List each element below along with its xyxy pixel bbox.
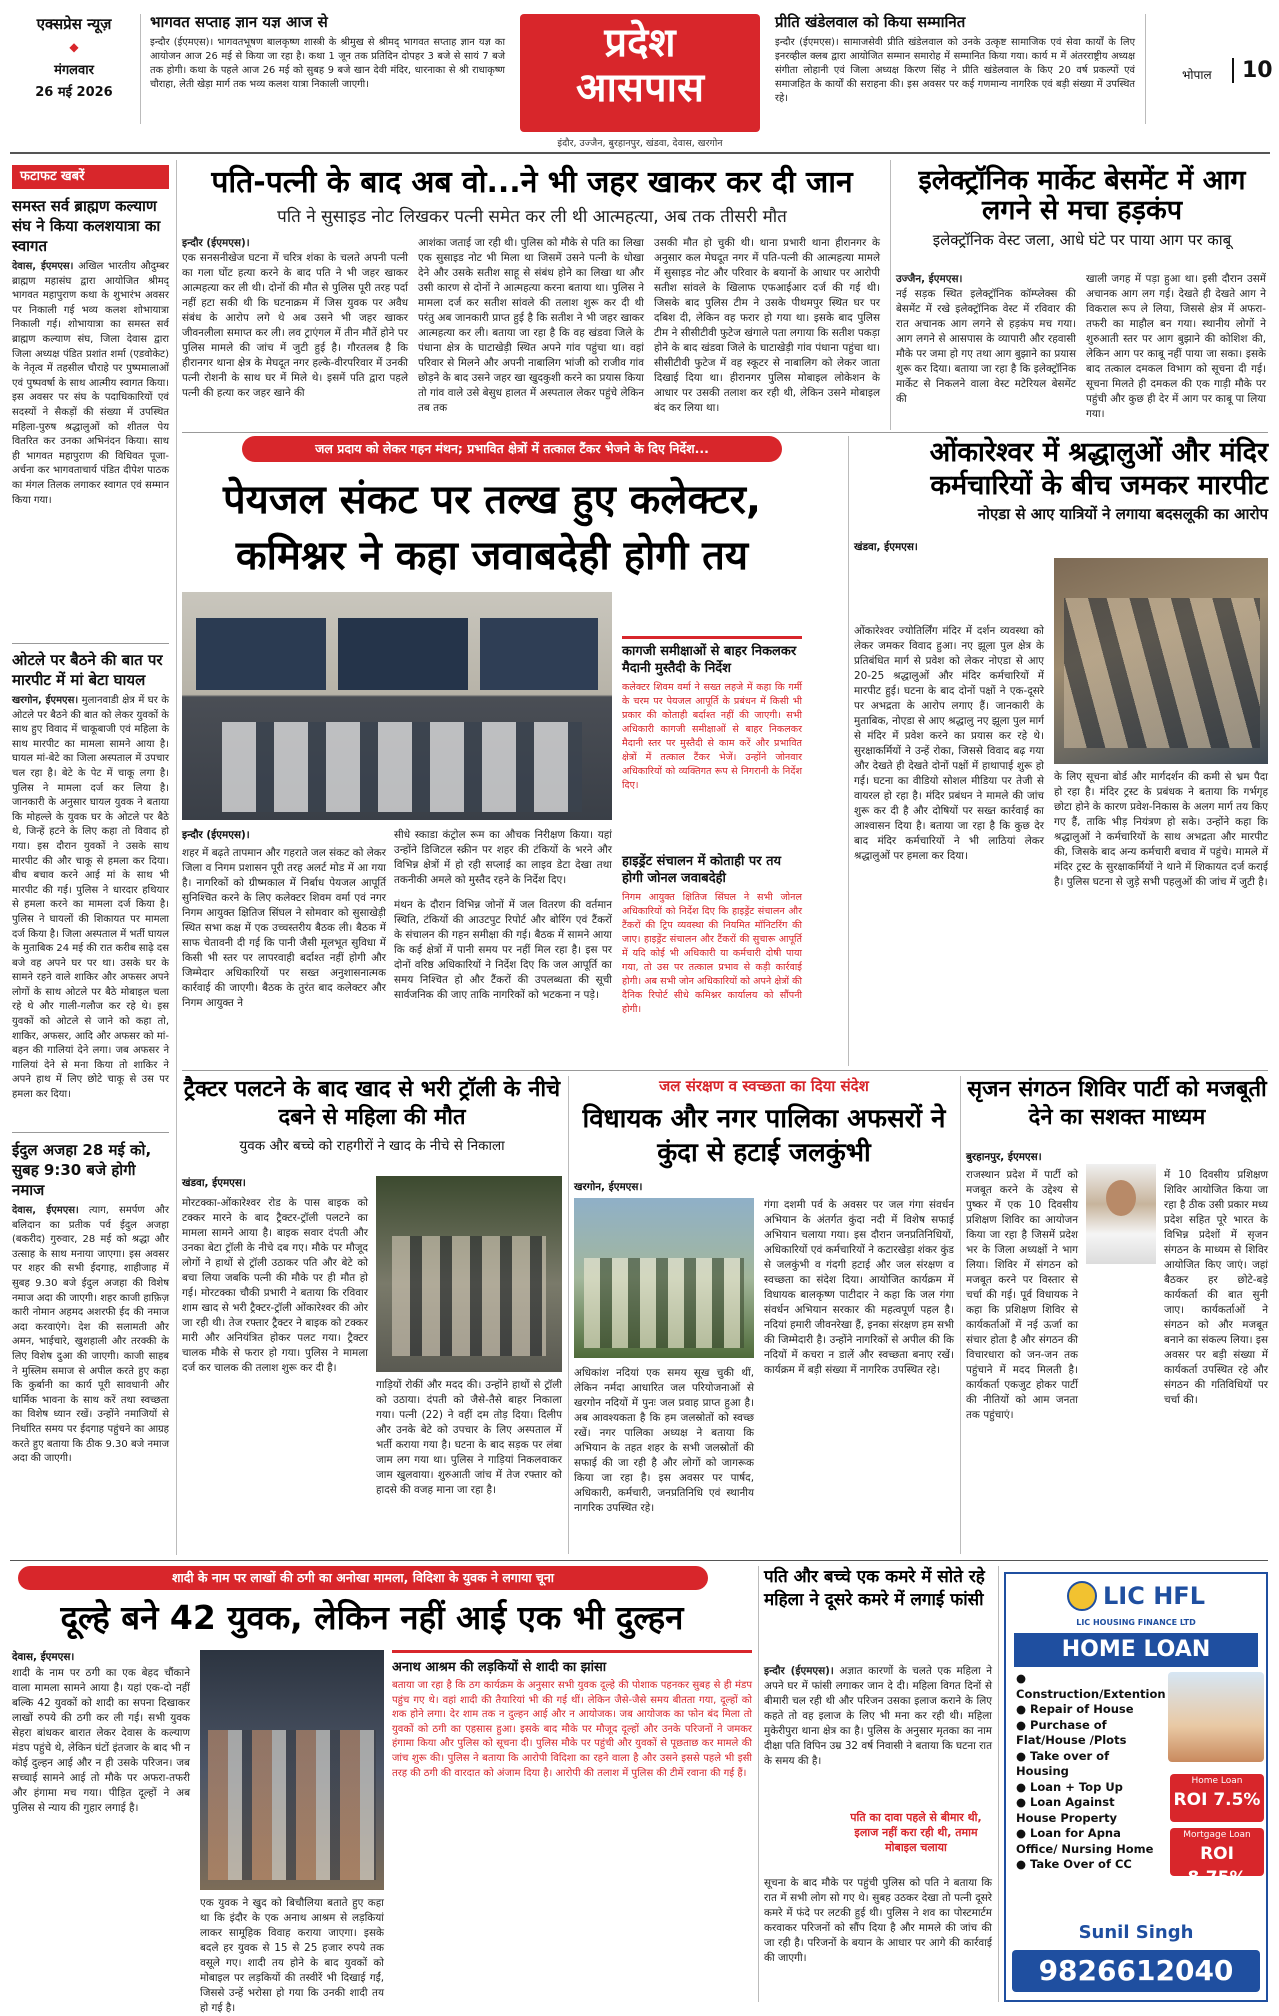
story-col-1: शादी के नाम पर ठगी का एक बेहद चौंकाने वाला मामला सामने आया है। यहां एक-दो नहीं बल्कि 42 युवकों को शादी का सपना दिखाकर लाखों रुपये की ठगी कर ली गई। सभी युवक सेहरा बांधकर बारात लेकर देवास के कल्याण मंडप पहुंचे थे, लेकिन घंटों इंतजार के बाद भी न कोई दुल्हन आई और न ही उसके परिजन। जब सच्चाई सामने आई तो मौके पर अफरा-तफरी और हंगामा मच गया। पीड़ित दूल्हों ने अब पुलिस से न्याय की गुहार लगाई है। <box>12 1667 190 1814</box>
dateline: उज्जैन, ईएमएस। <box>896 273 963 285</box>
ad-feature-text: Construction/Extention <box>1016 1686 1166 1701</box>
page-number: 10 <box>1232 58 1273 83</box>
story-col-2: में 10 दिवसीय प्रशिक्षण शिविर आयोजित किया जा रहा है ठीक उसी प्रकार मध्य प्रदेश सहित पूरे भारत के विभिन्न प्रदेशों में सृजन संगठन के माध्यम से शिविर आयोजित किए जाएं। जहां बैठकर हर छोटे-बड़े कार्यकर्ता की बात सुनी जाए। कार्यकर्ताओं ने संगठन को और मजबूत बनाने का संकल्प लिया। इस अवसर पर बड़ी संख्या में कार्यकर्ता उपस्थित रहे और संगठन की गतिविधियों पर चर्चा की। <box>1164 1169 1268 1406</box>
dateline: इन्दौर (ईएमएस)। <box>764 1665 834 1677</box>
ad-feature <box>1016 1671 1166 1702</box>
lic-logo-icon <box>1067 1581 1097 1611</box>
badge-label: Mortgage Loan <box>1183 1830 1251 1840</box>
ad-logo-row <box>1006 1574 1266 1618</box>
story-headline: सृजन संगठन शिविर पार्टी को मजबूती देने का सशक्त माध्यम <box>967 1077 1267 1130</box>
people-shape <box>584 1258 744 1348</box>
story-col-2: खाली जगह में पड़ा हुआ था। इसी दौरान उसमें अचानक आग लग गई। देखते ही देखते आग ने विकराल रूप ले लिया, जिससे क्षेत्र में अफरा-तफरी का माहौल बन गया। स्थानीय लोगों ने शुरुआती स्तर पर आग बुझाने की कोशिश की, लेकिन आग पर काबू नहीं पाया जा सका। इसके बाद तत्काल दमकल विभाग को सूचना दी गई। सूचना मिलते ही दमकल की एक गाड़ी मौके पर पहुंची और कुछ ही देर में आग पर काबू पा लिया गया। <box>1086 273 1266 420</box>
story-headline: ट्रैक्टर पलटने के बाद खाद से भरी ट्रॉली के नीचे दबने से महिला की मौत <box>183 1077 561 1130</box>
sidebar-label <box>12 165 169 189</box>
story-col-2: मंथन के दौरान विभिन्न जोनों में जल वितरण की वर्तमान स्थिति, टंकियों की आउटपुट रिपोर्ट और बोरिंग एवं टैंकरों के संचालन की गहन समीक्षा की गई। बैठक में सामने आया कि कई क्षेत्रों में पानी समय पर नहीं मिल रहा है। इस पर दोनों वरिष्ठ अधिकारियों ने निर्देश दिए कि जल आपूर्ति का समय निश्चित हो और टैंकरों की उपलब्धता की सूची सार्वजनिक की जाए ताकि नागरिकों को भटकना न पड़े। <box>394 899 612 1001</box>
bullet-icon: ● <box>1016 1717 1031 1732</box>
story-headline: ईदुल अजहा 28 मई को, सुबह 9:30 बजे होगी नमाज <box>12 1141 152 1199</box>
kicker-text: जल प्रदाय को लेकर गहन मंथन; प्रभावित क्षेत्रों में तत्काल टैंकर भेजने के दिए निर्देश... <box>315 441 709 456</box>
article-srijan <box>966 1076 1268 1556</box>
story-col-top: सीधे स्काडा कंट्रोल रूम का औचक निरीक्षण किया। यहां उन्होंने डिजिटल स्क्रीन पर शहर की टंकियों के भरने और विभिन्न क्षेत्रों में हो रही सप्लाई का लाइव डेटा देखा तथा तकनीकी अमले को मुस्तैद रहने के निर्देश दिए। <box>394 829 612 886</box>
story-text: अज्ञात कारणों के चलते एक महिला ने अपने घर में फांसी लगाकर जान दे दी। महिला विगत दिनों से बीमारी चल रही थी और परिजन उसका इलाज कराने के लिए कहते तो वह इलाज के लिए भी मना कर रही थी। महिला मुकेरीपुरा थाना क्षेत्र का है। पुलिस के अनुसार मृतका का नाम दीक्षा पति विपिन उम्र 32 वर्ष निवासी ने बताया कि घटना रात के समय की है। <box>764 1665 992 1767</box>
story-text: एक सनसनीखेज घटना में चरित्र शंका के चलते अपनी पत्नी का गला घोंट हत्या करने के बाद पति ने भी जहर खाकर आत्महत्या कर ली थी। दोनों की मौत से पुलिस पूरी तरह पर्दा नहीं हटा सकी थी कि घटनाक्रम में जिस युवक पर अवैध संबंध के आरोप लगे थे अब उसने भी जहर खाकर जीवनलीला समाप्त कर ली। लव ट्राएंगल में तीन मौतें होने पर पुलिस मामले की जांच में जुटी हुई है। गौरतलब है कि हीरानगर थाना क्षेत्र के मेघदूत नगर हल्के-वीरपरिवार में उनकी पत्नी रोशनी के साथ घर में मिले थे। इसमें पति द्वारा पहले पत्नी की हत्या कर जहर खाने की <box>182 252 408 399</box>
dateline: खरगोन, ईएमएस। <box>12 695 79 706</box>
ad-feature <box>1016 1857 1156 1873</box>
ad-feature <box>1016 1718 1156 1749</box>
story-headline: प्रीति खंडेलवाल को किया सम्मानित <box>775 13 966 31</box>
story-col-2: आशंका जताई जा रही थी। पुलिस को मौके से पति का लिखा एक सुसाइड नोट भी मिला था जिसमें उसने पत्नी के धोखा देने और उसके सतीश साहू से संबंध होने का लिखा था और उसी कारण से दोनों ने आत्महत्या करना बताया था। पुलिस ने मामला दर्ज कर सतीश सांवले की तलाश शुरू कर दी थी परंतु अब जानकारी प्राप्त हुई है कि सतीश ने भी जहर खाकर आत्महत्या कर ली। बताया जा रहा है कि वह खंडवा जिले के पंधाना क्षेत्र के घाटाखेड़ी स्थित अपने गांव पहुंचा था। वहां परिवार से मिलने और अपनी नाबालिग भांजी को राजीव गांव छोड़ने के बाद उसने जहर खा खुदकुशी करने का प्रयास किया तो गांव वाले उसे बेसुध हालत में अस्पताल लेकर पहुंचे लेकिन तब तक <box>418 237 644 414</box>
ad-feature-text: Take Over of CC <box>1030 1857 1132 1871</box>
story-col-1: ओंकारेश्वर ज्योतिर्लिंग मंदिर में दर्शन व्यवस्था को लेकर जमकर विवाद हुआ। नए झूला पुल क्षेत्र के प्रतिबंधित मार्ग से प्रवेश को लेकर नोएडा से आए 20-25 श्रद्धालुओं और मंदिर कर्मचारियों में मारपीट हुई। घटना के बाद दोनों पक्षों ने एक-दूसरे पर अभद्रता के आरोप लगाए हैं। जानकारी के मुताबिक, नोएडा से आए श्रद्धालु नए झूला पुल मार्ग से मंदिर में प्रवेश करने का प्रयास कर रहे थे। सुरक्षाकर्मियों ने उन्हें रोका, जिससे विवाद बढ़ गया और देखते ही देखते दोनों पक्षों में हाथापाई शुरू हो गई। घटना का वीडियो सोशल मीडिया पर तेजी से वायरल हो रहा है। मंदिर प्रबंधन ने मामले की जांच शुरू कर दी है और दोषियों पर सख्त कार्रवाई का आश्वासन दिया है। बताया जा रहा है कि कुछ देर बाद मंदिर कर्मचारियों ने भी लाठियां लेकर श्रद्धालुओं पर हमला कर दिया। <box>854 625 1044 862</box>
story-col-1: गंगा दशमी पर्व के अवसर पर जल गंगा संवर्धन अभियान के अंतर्गत कुंदा नदी में विशेष सफाई अभियान चलाया गया। इस दौरान जनप्रतिनिधियों, अधिकारियों एवं कर्मचारियों ने कटारखेड़ा शंकर कुंड से जलकुंभी व गंदगी हटाई और जल संरक्षण व स्वच्छता का संदेश दिया। आयोजित कार्यक्रम में विधायक बालकृष्ण पाटीदार ने कहा कि जल गंगा संवर्धन अभियान सरकार की महत्वपूर्ण पहल है। नदियां हमारी जीवनरेखा हैं, इनका संरक्षण हम सभी की जिम्मेदारी है। उन्होंने नागरिकों से अपील की कि नदियों में कचरा न डालें और स्वच्छता बनाए रखें। कार्यक्रम में बड़ी संख्या में नागरिक उपस्थित रहे। <box>764 1199 954 1376</box>
paper-logo-block <box>14 14 134 124</box>
bullet-icon: ● <box>1016 1702 1031 1716</box>
brand-cities: इंदौर, उज्जैन, बुरहानपुर, खंडवा, देवास, खरगोन <box>557 138 723 149</box>
dateline: खरगोन, ईएमएस। <box>574 1181 643 1193</box>
issue-date: 26 मई 2026 <box>35 85 113 100</box>
box-title: कागजी समीक्षाओं से बाहर निकलकर मैदानी मुस्तैदी के निर्देश <box>622 636 802 677</box>
screen-shape <box>196 618 326 690</box>
ad-feature <box>1016 1780 1156 1796</box>
brand-word-1: प्रदेश <box>604 20 676 66</box>
diamond-ornament: ◆ <box>69 40 79 54</box>
fact-box <box>622 636 802 1066</box>
article-hyacinth <box>574 1076 954 1556</box>
story-col-2: गाड़ियों रोकीं और मदद की। उन्होंने हाथों से ट्रॉली को उठाया। दंपती को जैसे-तैसे बाहर निकाला गया। पत्नी (22) ने वहीं दम तोड़ दिया। दिलीप और उनके बेटे को उपचार के लिए अस्पताल में भर्ती कराया गया है। घटना के बाद सड़क पर लंबा जाम लग गया था। पुलिस ने गाड़ियां निकलवाकर जाम खुलवाया। शुरुआती जांच में तेज रफ्तार को हादसे की वजह माना जा रहा है। <box>376 1379 562 1496</box>
ad-agent-name: Sunil Singh <box>1078 1922 1194 1943</box>
paper-name: एक्सप्रेस न्यूज़ <box>36 15 112 33</box>
story-kicker: जल संरक्षण व स्वच्छता का दिया संदेश <box>659 1077 869 1095</box>
story-kicker <box>18 1566 708 1590</box>
article-fire <box>896 160 1268 430</box>
ad-feature-text: Loan Against House Property <box>1016 1795 1118 1825</box>
story-headline: समस्त सर्व ब्राह्मण कल्याण संघ ने किया कलशयात्रा का स्वागत <box>12 197 161 255</box>
portrait-photo <box>1086 1164 1156 1264</box>
river-cleaning-photo <box>574 1198 754 1358</box>
story-headline: दूल्हे बने 42 युवक, लेकिन नहीं आई एक भी दुल्हन <box>60 1598 684 1637</box>
people-shape <box>222 722 582 812</box>
screen-shape <box>480 618 598 690</box>
story-col-1 <box>182 236 408 406</box>
issue-day: मंगलवार <box>54 63 94 78</box>
bullet-icon: ● <box>1016 1671 1027 1685</box>
ad-title: HOME LOAN <box>1014 1633 1258 1667</box>
ad-brand: LIC HFL <box>1103 1582 1205 1610</box>
dateline: इन्दौर (ईएमएस)। <box>182 237 250 249</box>
people-shape <box>1064 598 1260 748</box>
article-tractor <box>182 1076 562 1556</box>
dateline: खंडवा, ईएमएस। <box>182 1177 246 1189</box>
ad-feature <box>1016 1749 1156 1780</box>
masthead <box>0 0 1279 152</box>
section-brand <box>520 14 760 132</box>
ad-rate-badge <box>1170 1774 1264 1822</box>
bullet-icon: ● <box>1016 1795 1031 1809</box>
people-shape <box>392 1236 546 1356</box>
ad-rate-badge <box>1170 1828 1264 1888</box>
story-body: इन्दौर (ईएमएस)। सामाजसेवी प्रीति खंडेलवाल को उनके उत्कृष्ट सामाजिक एवं सेवा कार्यों के लिए इनरव्हील क्लब द्वारा आयोजित सम्मान समारोह में सम्मानित किया गया। कार्य म में अंतरराष्ट्रीय अध्यक्ष संगीता लोहानी एवं जिला अध्यक्ष किरण सिंह ने प्रीति खंडेलवाल के किए 20 वर्ष प्रकल्पों एवं समाजहित के कार्यों की सराहना की। इस अवसर पर कई गणमान्य नागरिक एवं बड़ी संख्या में उपस्थित रहे। <box>775 37 1135 104</box>
story-col-1: शहर में बढ़ते तापमान और गहराते जल संकट को लेकर जिला व निगम प्रशासन पूरी तरह अलर्ट मोड में आ गया है। नागरिकों को ग्रीष्मकाल में निर्बाध पेयजल आपूर्ति सुनिश्चित करने के लिए कलेक्टर शिवम वर्मा एवं नगर निगम आयुक्त क्षितिज सिंघल ने सोमवार को सुसाखेड़ी स्थित सभा कक्ष में एक उच्चस्तरीय बैठक ली। बैठक में साफ चेतावनी दी गई कि पानी जैसी मूलभूत सुविधा में किसी भी स्तर पर लापरवाही बर्दाश्त नहीं होगी और जिम्मेदार अधिकारियों पर सख्त अनुशासनात्मक कार्रवाई की जाएगी। बैठक के तुरंत बाद कलेक्टर और निगम आयुक्त ने <box>182 847 386 1009</box>
story-col-3: उसकी मौत हो चुकी थी। थाना प्रभारी थाना हीरानगर के अनुसार कल मेघदूत नगर में पति-पत्नी की आत्महत्या मामले में सुसाइड नोट और परिवार के बयानों के आधार पर आरोपी सतीश सांवले के खिलाफ एफआईआर दर्ज की गई थी। जिसके बाद पुलिस टीम ने उसके पीथमपुर स्थित घर पर दबिश दी, लेकिन वह फरार हो गया था। इसके बाद पुलिस टीम ने सीसीटीवी फुटेज खंगाले पता लगाया कि सतीश पकड़ा होने के बाद खंडवा जिले के घाटाखेड़ी गांव पंधाना पहुंचा था। सीसीटीवी फुटेज में वह स्कूटर से नाबालिग को लेकर जाता दिखाई दिया था। हीरानगर पुलिस मोबाइल लोकेशन के आधार पर उसकी तलाश कर रही थी, लेकिन उसने मोबाइल बंद कर लिया था। <box>654 237 880 414</box>
story-body <box>12 694 169 1102</box>
bullet-icon: ● <box>1016 1748 1031 1763</box>
story-subheadline: नोएडा से आए यात्रियों ने लगाया बदसलूकी का आरोप <box>977 505 1268 523</box>
dateline: देवास, ईएमएस। <box>12 1651 75 1663</box>
box-title: अनाथ आश्रम की लड़कियों से शादी का झांसा <box>392 1650 752 1675</box>
story-col-2: अधिकांश नदियां एक समय सूख चुकी थीं, लेकिन नर्मदा आधारित जल परियोजनाओं से खरगोन नदियों में पुनः जल प्रवाह प्राप्त हुआ है। अब आवश्यकता है कि हम जलस्रोतों को स्वच्छ रखें। नगर पालिका अध्यक्ष ने बताया कि अभियान के तहत शहर के सभी जलस्रोतों की सफाई की जा रही है और लोगों को जागरूक किया जा रहा है। इस अवसर पर पार्षद, अधिकारी, कर्मचारी, जनप्रतिनिधि एवं स्थानीय नागरिक उपस्थित रहे। <box>574 1367 754 1514</box>
article-suicide <box>182 160 882 414</box>
box-body: बताया जा रहा है कि ठग कार्यक्रम के अनुसार सभी युवक दूल्हे की पोशाक पहनकर सुबह से ही मंडप पहुंच गए थे। वहां शादी की तैयारियां भी की गई थीं। लेकिन जैसे-जैसे समय बीतता गया, दूल्हों को शक होने लगा। देर शाम तक न दुल्हन आई और न आयोजक। जब आयोजक का फोन बंद मिला तो युवकों को ठगी का एहसास हुआ। इसके बाद मौके पर मौजूद दूल्हों और उनके परिजनों ने जमकर हंगामा किया और पुलिस को सूचना दी। पुलिस मौके पर पहुंची और युवकों से पूछताछ कर मामले की जांच शुरू की। पुलिस ने बताया कि आरोपी विदिशा का रहने वाला है और उसने इससे पहले भी इसी तरह की ठगी की वारदात को अंजाम दिया है। आरोपी की तलाश में पुलिस की टीमें रवाना की गई हैं। <box>392 1680 752 1779</box>
article-water-crisis <box>182 436 842 1070</box>
story-kicker <box>242 436 782 462</box>
lic-hfl-ad <box>1004 1572 1268 2002</box>
story-subheadline: इलेक्ट्रॉनिक वेस्ट जला, आधे घंटे पर पाया आग पर काबू <box>932 231 1232 250</box>
grooms-fact-box <box>392 1650 752 1998</box>
badge-label: Home Loan <box>1191 1776 1243 1786</box>
accident-photo <box>376 1176 562 1372</box>
city-name: भोपाल <box>1182 68 1212 82</box>
story-col-1: मोरटक्का-ओंकारेश्वर रोड के पास बाइक को टक्कर मारने के बाद ट्रैक्टर-ट्रॉली पलटने का मामला सामने आया है। बाइक सवार दंपती और उनका बेटा ट्रॉली के नीचे दब गए। मौके पर मौजूद लोगों ने हाथों से ट्रॉली उठाकर पति और बेटे को बचा लिया जबकि पत्नी की मौके पर ही मौत हो गई। मोरटक्का चौकी प्रभारी ने बताया कि रविवार शाम खाद से भरी ट्रैक्टर-ट्रॉली ओंकारेश्वर की ओर जा रही थी। तेज रफ्तार ट्रैक्टर ने बाइक को टक्कर मारी और अनियंत्रित होकर पलट गया। ट्रैक्टर चालक मौके से फरार हो गया। पुलिस ने मामला दर्ज कर चालक की तलाश शुरू कर दी है। <box>182 1197 368 1374</box>
dateline: खंडवा, ईएमएस। <box>854 541 918 553</box>
story-body <box>12 1204 169 1526</box>
story-headline: विधायक और नगर पालिका अफसरों ने कुंदा से हटाई जलकुंभी <box>582 1104 946 1168</box>
dateline: देवास, ईएमएस। <box>12 1205 79 1216</box>
box-body: कलेक्टर शिवम वर्मा ने सख्त लहजे में कहा कि गर्मी के चरम पर पेयजल आपूर्ति के प्रबंधन में किसी भी प्रकार की कोताही बर्दाश्त नहीं की जाएगी। सभी अधिकारी कागजी समीक्षाओं से बाहर निकलकर मैदानी स्तर पर मुस्तैदी से काम करें और प्रभावित क्षेत्रों में तत्काल टैंकर भेजें। उन्होंने जोनवार अधिकारियों को व्यक्तिगत रूप से निगरानी के निर्देश दिए। <box>622 682 802 791</box>
sidebar-story-3 <box>12 1140 169 1550</box>
bullet-icon: ● <box>1016 1779 1031 1794</box>
ad-feature-text: Repair of House <box>1030 1702 1134 1716</box>
brand-word-2: आसपास <box>575 65 705 111</box>
article-grooms <box>12 1566 752 2014</box>
badge-rate: ROI 7.5% <box>1173 1790 1261 1810</box>
sidebar-label-text: फटाफट खबरें <box>20 169 85 184</box>
ad-family-photo <box>1168 1672 1264 1762</box>
bullet-icon: ● <box>1016 1826 1031 1840</box>
story-callout: पति का दावा पहले से बीमार थी, इलाज नहीं करा रही थी, तमाम मोबाइल चलाया <box>850 1811 982 1854</box>
box-body: निगम आयुक्त क्षितिज सिंघल ने सभी जोनल अधिकारियों को निर्देश दिए कि हाइड्रेंट संचालन और टैंकरों की ट्रिप व्यवस्था की नियमित मॉनिटरिंग की जाए। हाइड्रेंट संचालन और टैंकरों की सुचारू आपूर्ति में यदि कोई भी अधिकारी या कर्मचारी दोषी पाया गया, तो उस पर तत्काल प्रभाव से कड़ी कार्रवाई होगी। अब सभी जोन अधिकारियों को अपने क्षेत्रों की दैनिक रिपोर्ट सीधे कमिश्नर कार्यालय को सौंपनी होगी। <box>622 892 802 1015</box>
story-headline: पति-पत्नी के बाद अब वो...ने भी जहर खाकर कर दी जान <box>211 165 853 200</box>
story-headline: पति और बच्चे एक कमरे में सोते रहे महिला ने दूसरे कमरे में लगाई फांसी <box>764 1567 985 1610</box>
story-subheadline: युवक और बच्चे को राहगीरों ने खाद के नीचे से निकाला <box>239 1138 505 1154</box>
meeting-photo <box>182 592 612 820</box>
dateline: देवास, ईएमएस। <box>12 261 74 272</box>
ad-feature-text: Loan + Top Up <box>1030 1779 1123 1794</box>
masthead-left-story <box>150 12 505 124</box>
story-text: नई सड़क स्थित इलेक्ट्रॉनिक कॉम्प्लेक्स की बेसमेंट में रखे इलेक्ट्रॉनिक वेस्ट में रविवार की रात अचानक आग लगने से हड़कंप मच गया। आग लगने से आसपास के व्यापारी और रहवासी मौके पर जमा हो गए तथा आग बुझाने का प्रयास शुरू कर दिया। बताया जा रहा है कि इलेक्ट्रॉनिक मार्केट से निकलने वाला वेस्ट मटेरियल बेसमेंट की <box>896 288 1076 405</box>
bullet-icon: ● <box>1016 1857 1031 1871</box>
story-body <box>12 260 169 632</box>
story-text: मुलानवाडी क्षेत्र में घर के ओटले पर बैठने की बात को लेकर युवकों के साथ हुए विवाद में चाकूबाजी एवं महिला के साथ मारपीट का मामला सामने आया है। घायल मां-बेटे का जिला अस्पताल में उपचार चल रहा है। बेटे के पेट में चाकू लगा है। पुलिस ने मामला दर्ज कर लिया है। जानकारी के अनुसार घायल युवक ने बताया कि मोहल्ले के युवक घर के ओटले पर बैठे थे, जिन्हें हटने के लिए कहा तो विवाद हो गया। इस दौरान युवकों ने उसके साथ मारपीट की और चाकू से हमला कर दिया। बीच बचाव करने आई मां के साथ भी मारपीट की गई। पुलिस ने धारदार हथियार से हमला करने का मामला दर्ज किया है। पुलिस ने घायलों की शिकायत पर मामला दर्ज किया है। जिला अस्पताल में भर्ती घायल के मुताबिक 24 मई की रात करीब साढ़े दस बजे वह अपने घर पर था। उसके घर के सामने रहने वाले शाकिर और अफसर अपने लोगों के साथ ओटले पर बैठे मोबाइल चला रहे थे और गाली-गलौज कर रहे थे। इस युवकों को ओटले से जाने को कहा तो, शाकिर, अफसर, आदि और अफसर को मां-बहन की गालियां देने लगा। जब अफसर ने गालियां देने से मना किया तो शाकिर ने अपने हाथ में लिए छोटे चाकू से उस पर हमला कर दिया। <box>12 695 169 1101</box>
ad-brand-full: LIC HOUSING FINANCE LTD <box>1076 1618 1196 1627</box>
ad-feature <box>1016 1702 1156 1718</box>
story-col-3: के लिए सूचना बोर्ड और मार्गदर्शन की कमी से भ्रम पैदा हो रहा है। मंदिर ट्रस्ट के प्रबंधक ने बताया कि गर्भगृह छोटा होने के कारण प्रवेश-निकास के अलग मार्ग तय किए गए हैं, ताकि भीड़ नियंत्रण हो सके। उन्होंने कहा कि श्रद्धालुओं ने कर्मचारियों के साथ अभद्रता और मारपीट की, जिसके बाद अन्य कर्मचारी बचाव में पहुंचे। मामले में मंदिर ट्रस्ट के सुरक्षाकर्मियों ने थाने में शिकायत दर्ज कराई है। पुलिस घटना से जुड़े सभी पहलुओं की जांच में जुटी है। <box>1054 771 1268 888</box>
story-col-1: राजस्थान प्रदेश में पार्टी को मजबूत करने के उद्देश्य से पुष्कर में एक 10 दिवसीय प्रशिक्षण शिविर का आयोजन किया जा रहा है जिसमें प्रदेश भर के जिला अध्यक्षों ने भाग लिया। शिविर में संगठन को मजबूत करने पर विस्तार से चर्चा की गई। पूर्व विधायक ने कहा कि प्रशिक्षण शिविर से कार्यकर्ताओं में नई ऊर्जा का संचार होता है और संगठन की विचारधारा को जन-जन तक पहुंचाने में मदद मिलती है। कार्यकर्ता एकजुट होकर पार्टी की नीतियों को आम जनता तक पहुंचाएं। <box>966 1169 1078 1421</box>
ad-phone: 9826612040 <box>1012 1950 1260 1992</box>
story-headline: ओंकारेश्वर में श्रद्धालुओं और मंदिर कर्मचारियों के बीच जमकर मारपीट <box>929 437 1268 501</box>
ad-feature-text: Loan for Apna Office/ Nursing Home <box>1016 1826 1154 1856</box>
grooms-photo <box>200 1650 384 1890</box>
story-col-2: एक युवक ने खुद को बिचौलिया बताते हुए कहा था कि इंदौर के एक अनाथ आश्रम से लड़कियां लाकर सामूहिक विवाह कराया जाएगा। इसके बदले हर युवक से 15 से 25 हजार रुपये तक वसूले गए। शादी तय होने के बाद युवकों को मोबाइल पर लड़कियों की तस्वीरें भी दिखाई गईं, जिससे उन्हें भरोसा हो गया कि उनकी शादी तय हो गई है। <box>200 1897 384 2014</box>
article-omkareshwar <box>854 436 1268 1066</box>
box-title: हाइड्रेंट संचालन में कोताही पर तय होगी जोनल जवाबदेही <box>622 854 782 886</box>
face-shape <box>1106 1180 1136 1216</box>
story-text: त्याग, समर्पण और बलिदान का प्रतीक पर्व ईदुल अजहा (बकरीद) गुरुवार, 28 मई को श्रद्धा और उत्साह के साथ मनाया जाएगा। इस अवसर पर शहर की सभी ईदगाह, शाहीजाह में सुबह 9.30 बजे ईदुल अजहा की विशेष नमाज अदा की जाएगी। शहर काजी हाफ़िज़ कारी नोमान अहमद अशरफी ईद की नमाज अदा करवाएंगे। देश की सलामती और अमन, भाईचारे, खुशहाली और तरक्की के लिए विशेष दुआ की जाएगी। काजी साहब ने मुस्लिम समाज से अपील करते हुए कहा कि कुर्बानी का कार्य पूरी सावधानी और धार्मिक भावना के साथ करें तथा स्वच्छता का विशेष ध्यान रखें। उन्होंने नमाजियों से निर्धारित समय पर ईदगाह पहुंचने का आग्रह करते हुए बताया कि ठीक 9.30 बजे नमाज अदा की जाएगी। <box>12 1205 169 1465</box>
story-headline: भागवत सप्ताह ज्ञान यज्ञ आज से <box>150 13 328 31</box>
masthead-right-story <box>775 12 1135 124</box>
kicker-text: शादी के नाम पर लाखों की ठगी का अनोखा मामला, विदिशा के युवक ने लगाया चूना <box>171 1570 555 1585</box>
dateline: इन्दौर (ईएमएस)। <box>182 829 250 841</box>
story-col-2: सूचना के बाद मौके पर पहुंची पुलिस को पति ने बताया कि रात में सभी लोग सो गए थे। सुबह उठकर देखा तो पत्नी दूसरे कमरे में फंदे पर लटकी हुई थी। पुलिस ने शव का पोस्टमार्टम करवाकर परिजनों को सौंप दिया है और मामले की जांच की जा रही है। परिजनों के बयान के आधार पर आगे की कार्रवाई की जाएगी। <box>764 1877 992 1964</box>
people-shape <box>208 1730 376 1880</box>
ad-feature <box>1016 1826 1156 1857</box>
sidebar-story-2 <box>12 650 169 1150</box>
story-text: अखिल भारतीय औदुम्बर ब्राह्मण महासंघ द्वारा आयोजित श्रीमद् भागवत महापुराण कथा के शुभारंभ अवसर पर निकाली गई भव्य कलश शोभायात्रा निकाली गई। शोभायात्रा का समस्त सर्व ब्राह्मण कल्याण संघ, जिला देवास द्वारा जिला अध्यक्ष पंडित प्रशांत शर्मा (एडवोकेट) के नेतृत्व में तहसील चौराहे पर पुष्पमालाओं एवं पुष्पवर्षा के साथ आत्मीय स्वागत किया। इस अवसर पर संघ के पदाधिकारियों एवं सदस्यों ने सैकड़ों की संख्या में उपस्थित महिला-पुरुष श्रद्धालुओं को शीतल पेय वितरित कर उनका अभिनंदन किया। साथ ही भागवत महापुराण की विधिवत पूजा-अर्चना कर भागवताचार्य पंडित दीपेश पाठक का मंगल तिलक लगाकर स्वागत एवं सम्मान किया गया। <box>12 261 169 506</box>
dateline: बुरहानपुर, ईएमएस। <box>966 1151 1042 1163</box>
story-col-1 <box>896 272 1076 422</box>
ad-feature-text: Purchase of Flat/House /Plots <box>1016 1717 1127 1747</box>
ad-features <box>1006 1671 1166 1873</box>
article-woman-suicide <box>764 1566 992 2002</box>
story-subheadline: पति ने सुसाइड नोट लिखकर पत्नी समेत कर ली थी आत्महत्या, अब तक तीसरी मौत <box>277 206 787 227</box>
story-headline: इलेक्ट्रॉनिक मार्केट बेसमेंट में आग लगने से मचा हड़कंप <box>918 165 1246 227</box>
ad-feature-text: Take over of Housing <box>1016 1748 1110 1778</box>
story-col-1 <box>764 1664 992 1814</box>
story-headline: ओटले पर बैठने की बात पर मारपीट में मां बेटा घायल <box>12 651 163 689</box>
ad-feature <box>1016 1795 1156 1826</box>
scuffle-photo <box>1054 558 1268 764</box>
badge-rate: ROI 8.75% <box>1187 1844 1247 1888</box>
story-body: इन्दौर (ईएमएस)। भागवतभूषण बालकृष्ण शास्त्री के श्रीमुख से श्रीमद् भागवत सप्ताह ज्ञान यज्ञ का आयोजन आज 26 मई से किया जा रहा है। कथा 1 जून तक प्रतिदिन दोपहर 3 बजे से सायं 7 बजे तक होगी। कथा के पहले आज 26 मई को सुबह 9 बजे खान देवी मंदिर, धारनाका से श्री राधाकृष्ण चौराहा, लेती खेड़ा मार्ग तक भव्य कलश यात्रा निकाली जाएगी। <box>150 37 505 90</box>
sidebar-story-1 <box>12 196 169 636</box>
story-headline: पेयजल संकट पर तल्ख हुए कलेक्टर, कमिश्नर ने कहा जवाबदेही होगी तय <box>222 477 762 579</box>
screen-shape <box>338 618 468 690</box>
